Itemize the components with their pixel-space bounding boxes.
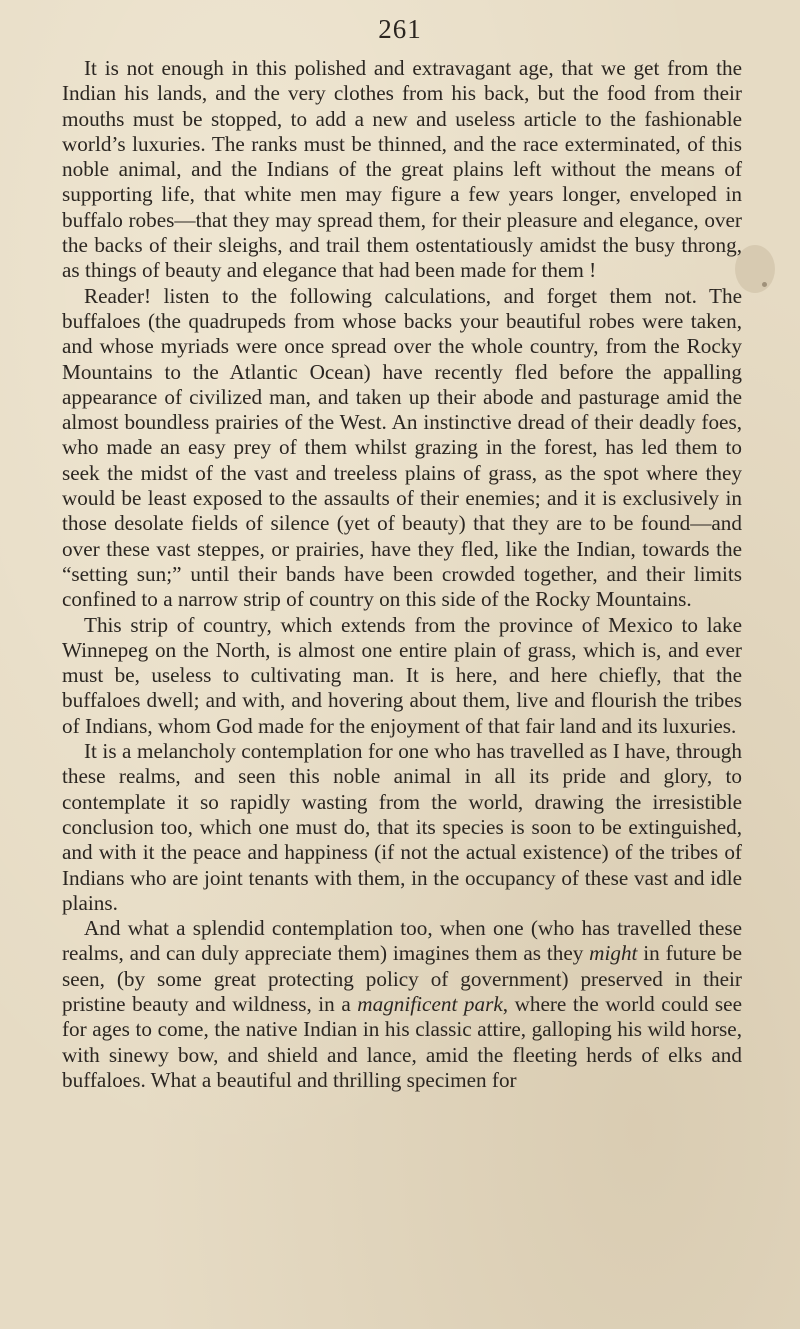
paragraph-text: , where the world could see for ages to come, the native Indian in his classic attire, galloping his wild horse, with sinewy bow, and shield and lance, amid the fleeting herds of elks and buffaloes. What a beautiful and thrilling specimen for bbox=[62, 991, 742, 1092]
body-text bbox=[62, 56, 742, 1093]
paragraph-2 bbox=[62, 284, 742, 613]
paragraph-text: It is a melancholy contemplation for one who has travelled as I have, through these realms, and seen this noble animal in all its pride and glory, to contemplate it so rapidly wasting from the world, drawing the irresistible conclusion too, which one must do, that its species is soon to be extinguished, and with it the peace and happiness (if not the actual existence) of the tribes of Indians who are joint tenants with them, in the occupancy of these vast and idle plains. bbox=[62, 739, 742, 915]
paragraph-4 bbox=[62, 739, 742, 916]
paragraph-5 bbox=[62, 916, 742, 1093]
paragraph-text: This strip of country, which extends from the province of Mexico to lake Winnepeg on the North, is almost one entire plain of grass, which is, and ever must be, useless to cultivating man. It is here, and here chiefly, that the buffaloes dwell; and with, and hovering about them, live and flourish the tribes of Indians, whom God made for the enjoyment of that fair land and its luxuries. bbox=[62, 612, 742, 738]
italic-emphasis: magnificent park bbox=[357, 991, 503, 1016]
paper-stain bbox=[762, 282, 767, 287]
italic-emphasis: might bbox=[589, 941, 638, 966]
paragraph-text: Reader! listen to the following calculations, and forget them not. The buffaloes (the quadrupeds from whose backs your beautiful robes were taken, and whose myriads were once spread over the whole country, from the Rocky Mountains to the Atlantic Ocean) have recently fled before the appalling appearance of civilized man, and taken up their abode and pasturage amid the almost boundless prairies of the West. An instinctive dread of their deadly foes, who made an easy prey of them whilst grazing in the forest, has led them to seek the midst of the vast and treeless plains of grass, as the spot where they would be least exposed to the assaults of their enemies; and it is exclusively in those desolate fields of silence (yet of beauty) that they are to be found—and over these vast steppes, or prairies, have they fled, like the Indian, towards the “setting sun;” until their bands have been crowded together, and their limits confined to a narrow strip of country on this side of the Rocky Mountains. bbox=[62, 283, 742, 612]
paragraph-3 bbox=[62, 613, 742, 739]
paragraph-1 bbox=[62, 56, 742, 284]
paragraph-text: And what a splendid contemplation too, when one (who has travelled these realms, and can duly appreciate them) imagines them as they bbox=[62, 916, 742, 966]
paragraph-text: It is not enough in this polished and extravagant age, that we get from the Indian his lands, and the very clothes from his back, but the food from their mouths must be stopped, to add a new and useless article to the fashionable world’s luxuries. The ranks must be thinned, and the race exterminated, of this noble animal, and the Indians of the great plains left without the means of supporting life, that white men may figure a few years longer, enveloped in buffalo robes—that they may spread them, for their pleasure and elegance, over the backs of their sleighs, and trail them ostentatiously amidst the busy throng, as things of beauty and elegance that had been made for them ! bbox=[62, 56, 742, 283]
page-number: 261 bbox=[378, 14, 422, 44]
paragraph-text: in future be seen, (by some great protecting policy of government) preserved in their pristine beauty and wildness, in a bbox=[62, 941, 742, 1016]
